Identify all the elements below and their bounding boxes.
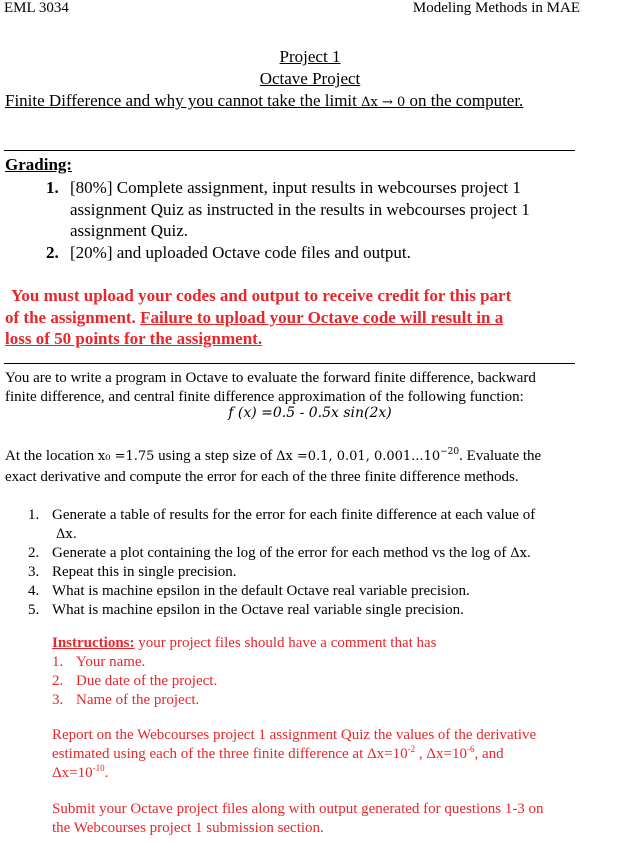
- report-instructions: Report on the Webcourses project 1 assignment Quiz the values of the derivative estimated using each of the three finite difference at $\Delta x=10^{-2}$ , $\Delta x=10^{-6}$, and $\Delta x=10^{-10}$.: [52, 727, 537, 781]
- grading-heading: Grading:: [5, 155, 73, 174]
- grading-item: 2. [20%] and uploaded Octave code files and output.: [46, 242, 411, 262]
- task-item: 2. Generate a plot containing the log of the error for each method vs the log of Δx.: [28, 545, 532, 561]
- grading-item: 1. [80%] Complete assignment, input results in webcourses project 1 assignment Quiz as instructed in the results in webcourses project 1 assignment Quiz.: [46, 178, 530, 240]
- project-topic: Finite Difference and why you cannot take the limit Δx → 0 on the computer.: [5, 91, 524, 110]
- instructions-item: 3. Name of the project.: [52, 692, 200, 708]
- grading-list: [46, 177, 530, 263]
- instructions-item: 2. Due date of the project.: [52, 673, 218, 689]
- project-subtitle: Octave Project: [259, 69, 361, 88]
- assignment-intro: You are to write a program in Octave to evaluate the forward finite difference, backward finite difference, and central finite difference approximation of the following function:: [5, 370, 536, 405]
- function-equation: f (x) =0.5 - 0.5x sin(2x): [228, 405, 392, 421]
- instructions-item: 1. Your name.: [52, 654, 146, 670]
- task-item: 3. Repeat this in single precision.: [28, 564, 237, 580]
- instructions-block: Instructions: your project files should have a comment that has 1. Your name. 2. Due date of the project. 3. Name of the project.: [52, 635, 437, 708]
- task-list: [28, 506, 573, 620]
- task-item: 4. What is machine epsilon in the default Octave real variable precision.: [28, 583, 470, 599]
- divider: [4, 363, 575, 364]
- task-item: 5. What is machine epsilon in the Octave real variable single precision.: [28, 602, 464, 618]
- upload-warning: You must upload your codes and output to receive credit for this part of the assignment. Failure to upload your Octave code will result in a loss of 50 points for the assignment.: [5, 286, 512, 348]
- course-code: EML 3034: [4, 0, 69, 16]
- project-title: Project 1: [279, 47, 341, 66]
- location-statement: At the location x₀ =1.75 using a step size of Δx =0.1, 0.01, $0.001...10^{-20}$. Evaluate the exact derivative and compute the error for each of the three finite difference methods.: [5, 447, 542, 485]
- divider: [4, 150, 575, 151]
- course-title: Modeling Methods in MAE: [412, 0, 580, 16]
- task-item: 1. Generate a table of results for the error for each finite difference at each value of Δx.: [28, 507, 536, 542]
- submission-instructions: Submit your Octave project files along with output generated for questions 1-3 on the Webcourses project 1 submission section.: [52, 801, 544, 836]
